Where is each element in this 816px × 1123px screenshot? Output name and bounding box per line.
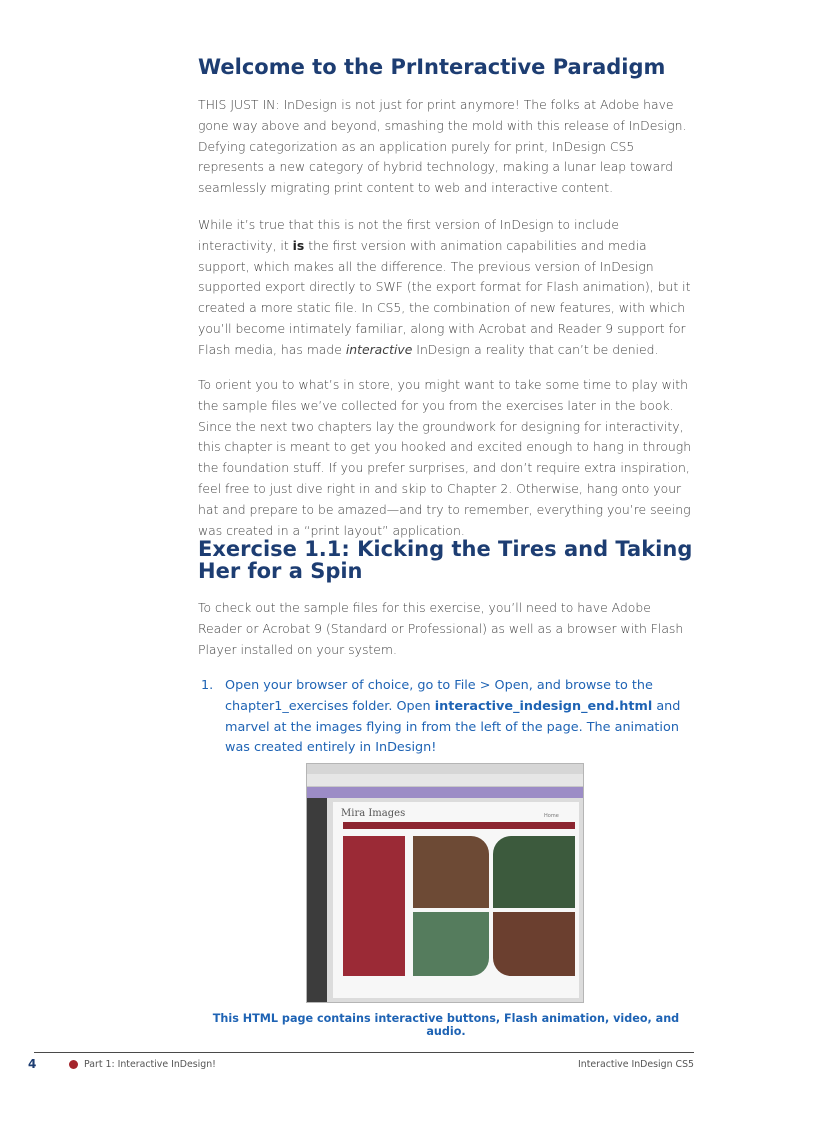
footer-book-title: Interactive InDesign CS5 [578, 1059, 694, 1070]
page-title: Welcome to the PrInteractive Paradigm [198, 55, 666, 79]
browser-title-bar [307, 764, 583, 774]
footer-rule [34, 1052, 694, 1053]
step-text [225, 676, 689, 759]
footer-part-label: Part 1: Interactive InDesign! [84, 1059, 216, 1070]
home-link: Home [544, 813, 559, 819]
step-text-part: Open your browser of choice, go to File > Open, and browse to the chapter1_exercises folder. Open [225, 678, 653, 714]
paragraph-text: InDesign a reality that can’t be denied. [412, 341, 659, 357]
photo-tile [493, 836, 575, 908]
emphasis-text: is [292, 237, 305, 253]
viewer-sidebar [307, 798, 327, 1002]
photo-tile [493, 912, 575, 976]
interactivity-paragraph [198, 215, 694, 361]
step-number: 1. [201, 678, 214, 693]
browser-screenshot [306, 763, 584, 1003]
browser-toolbar [307, 774, 583, 787]
text-panel [343, 836, 405, 976]
paragraph-text: the first version with animation capabilities and media support, which makes all the difference. The previous version of InDesign supported export directly to SWF (the export format for Flash animation), but it created a more static file. In CS5, the combination of new features, with which you’ll become intimately familiar, along with Acrobat and Reader 9 support for Flash media, has made [198, 237, 691, 357]
site-nav-bar [343, 822, 575, 829]
browser-info-bar [307, 787, 583, 798]
exercise-intro: To check out the sample files for this exercise, you’ll need to have Adobe Reader or Acrobat 9 (Standard or Professional) as well as a browser with Flash Player installed on your system. [198, 600, 684, 657]
paragraph-text: While it’s true that this is not the first version of InDesign to include interactivity, it [198, 217, 619, 253]
bullet-dot-icon [69, 1060, 78, 1069]
page-number: 4 [28, 1057, 37, 1071]
orientation-paragraph: To orient you to what’s in store, you might want to take some time to play with the sample files we’ve collected for you from the exercises later in the book. Since the next two chapters lay the groundwork for designing for interactivity, this chapter is meant to get you hooked and excited enough to hang in through the foundation stuff. If you prefer surprises, and don’t require extra inspiration, feel free to just dive right in and skip to Chapter 2. Otherwise, hang onto your hat and prepare to be amazed—and try to remember, everything you’re seeing was created in a “print layout” application. [198, 377, 692, 538]
photo-tile [413, 836, 489, 908]
figure-caption: This HTML page contains interactive buttons, Flash animation, video, and audio. [212, 1012, 680, 1038]
italic-text: interactive [345, 341, 413, 357]
step-text-part: and marvel at the images flying in from the left of the page. The animation was created entirely in InDesign! [225, 698, 681, 756]
file-name: interactive_indesign_end.html [434, 698, 653, 714]
exercise-heading: Exercise 1.1: Kicking the Tires and Taking Her for a Spin [198, 537, 693, 583]
site-name: Mira Images [341, 808, 406, 819]
photo-tile [413, 912, 489, 976]
intro-paragraph: THIS JUST IN: InDesign is not just for print anymore! The folks at Adobe have gone way above and beyond, smashing the mold with this release of InDesign. Defying categorization as an application purely for print, InDesign CS5 represents a new category of hybrid technology, making a lunar leap toward seamlessly migrating print content to web and interactive content. [198, 97, 687, 196]
